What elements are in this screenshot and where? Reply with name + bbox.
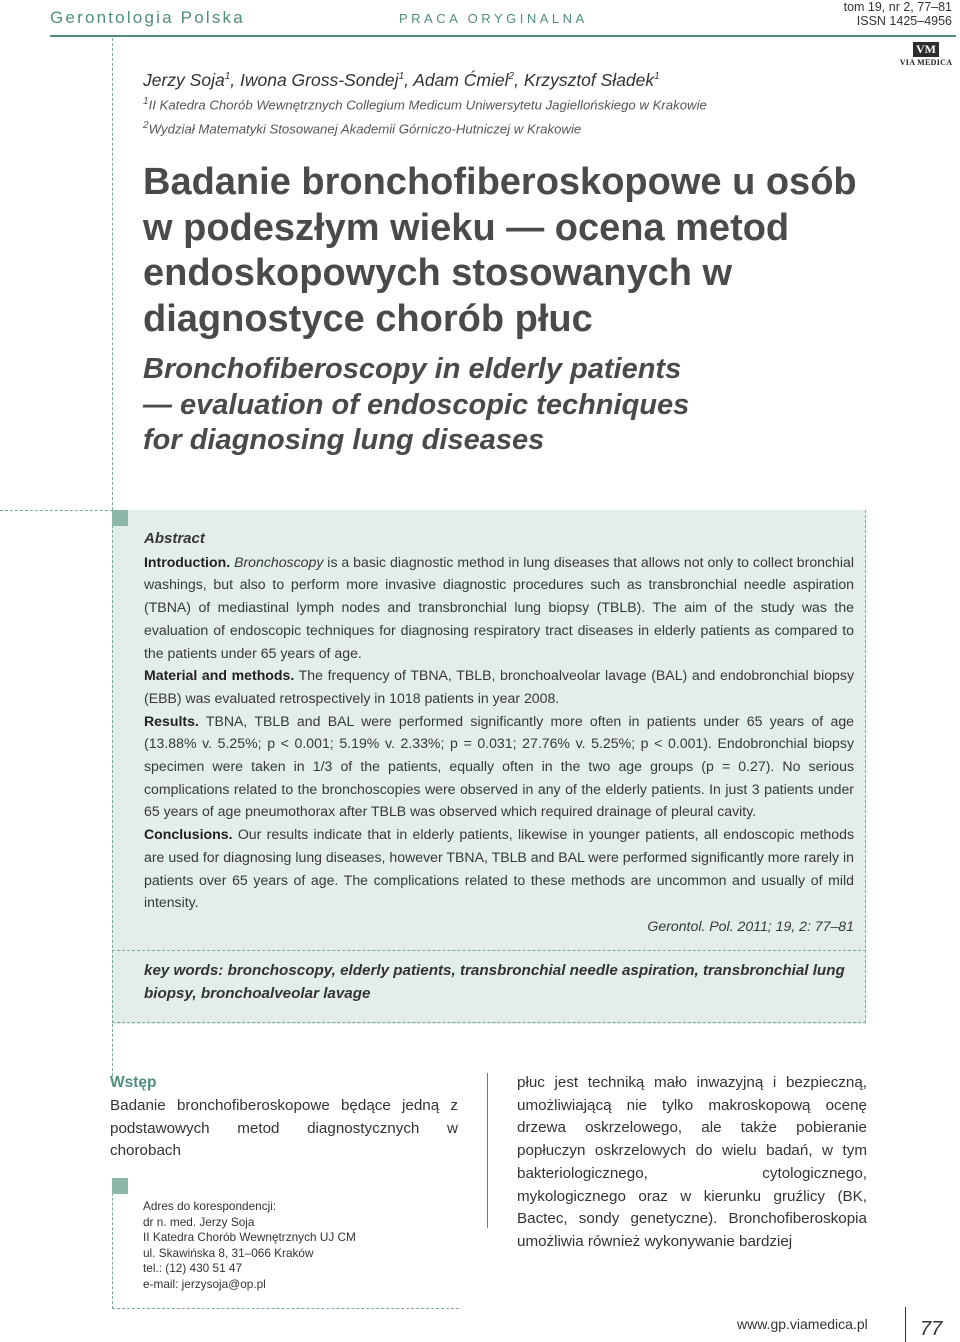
abstract-heading: Abstract xyxy=(144,530,205,547)
keywords xyxy=(144,960,854,1005)
article-title-english xyxy=(143,352,883,459)
correspondence-corner-square xyxy=(112,1178,128,1194)
footer-website: www.gp.viamedica.pl xyxy=(737,1316,868,1332)
abstract-intro-label: Introduction. xyxy=(144,553,231,570)
publisher-logo-text: VIA MEDICA xyxy=(899,58,953,67)
abstract-conclusions xyxy=(144,823,854,914)
abstract-content xyxy=(144,527,854,938)
address-line: ul. Skawińska 8, 31–066 Kraków xyxy=(143,1245,314,1260)
affiliation-text: II Katedra Chorób Wewnętrznych Collegium Medicum Uniwersytetu Jagiellońskiego w Krakowie xyxy=(148,97,707,113)
author-affiliation-ref: 1 xyxy=(224,71,231,83)
affiliation-number: 1 xyxy=(143,96,149,107)
keywords-separator xyxy=(112,950,866,951)
author-name: Adam Ćmiel xyxy=(413,70,509,90)
author-affiliation-ref: 1 xyxy=(654,71,660,83)
author-affiliation-ref: 1 xyxy=(398,71,405,83)
affiliation xyxy=(143,96,707,112)
address-line: tel.: (12) 430 51 47 xyxy=(143,1261,243,1276)
abstract-intro-italic: Bronchoscopy xyxy=(234,553,324,570)
address-line: II Katedra Chorób Wewnętrznych UJ CM xyxy=(143,1230,356,1245)
abstract-methods-label: Material and methods. xyxy=(144,667,295,684)
affiliation xyxy=(143,120,581,136)
address-line: dr n. med. Jerzy Soja xyxy=(143,1214,255,1229)
abstract-intro-text: is a basic diagnostic method in lung diseases that allows not only to collect bronchial washings, but also to perform more invasive diagnostic procedures such as transbronchial needle aspiration (TBNA) of mediastinal lymph nodes and transbronchial lung biopsy (TBLB). The aim of the study was the evaluation of endoscopic techniques for diagnosing respiratory tract diseases in elderly patients as compared to the patients under 65 years of age. xyxy=(144,553,854,661)
abstract-methods xyxy=(144,664,854,709)
section-heading-introduction: Wstęp xyxy=(110,1074,157,1091)
abstract-conclusions-label: Conclusions. xyxy=(144,826,233,843)
issue-issn: ISSN 1425–4956 xyxy=(856,14,952,28)
page-number: 77 xyxy=(920,1318,943,1340)
header-rule xyxy=(50,35,956,37)
author-name: Krzysztof Sładek xyxy=(523,70,655,90)
issue-volume: tom 19, nr 2, 77–81 xyxy=(843,0,952,14)
author-name: Iwona Gross-Sondej xyxy=(240,70,399,90)
abstract-results-label: Results. xyxy=(144,712,199,729)
keywords-label: key words xyxy=(144,962,219,979)
abstract-conclusions-text: Our results indicate that in elderly patients, likewise in younger patients, all endoscopic methods are used for diagnosing lung diseases, however TBNA, TBLB and BAL were performed significantly more rarely in patients over 65 years of age. The complications related to these methods are uncommon and usually of mild intensity. xyxy=(144,826,854,911)
title-english-line: — evaluation of endoscopic techniques xyxy=(143,388,690,421)
article-type: PRACA ORYGINALNA xyxy=(399,11,588,26)
author-name: Jerzy Soja xyxy=(143,70,225,90)
citation: Gerontol. Pol. 2011; 19, 2: 77–81 xyxy=(647,917,854,934)
abstract-methods-text: The frequency of TBNA, TBLB, bronchoalveolar lavage (BAL) and endobronchial biopsy (EBB) was evaluated retrospectively in 1018 patients in year 2008. xyxy=(144,667,854,706)
journal-name: Gerontologia Polska xyxy=(50,8,245,27)
column-divider xyxy=(487,1073,488,1228)
issue-info xyxy=(844,0,952,28)
abstract-results xyxy=(144,710,854,824)
introduction-paragraph: Badanie bronchofiberoskopowe będące jedną z podstawowych metod diagnostycznych w chorobach xyxy=(110,1097,458,1160)
author-list: Jerzy Soja$^1$, Iwona Gross-Sondej$^1$, Adam Ćmiel$^2$, Krzysztof Sładek$^1$ xyxy=(143,70,660,90)
abstract-corner-square xyxy=(112,510,128,526)
left-guide-line xyxy=(112,38,113,510)
author-affiliation-ref: 2 xyxy=(508,71,515,83)
affiliation-text: Wydział Matematyki Stosowanej Akademii Górniczo-Hutniczej w Krakowie xyxy=(148,121,582,137)
keywords-text: : bronchoscopy, elderly patients, transbronchial needle aspiration, transbronchial lung biopsy, bronchoalveolar lavage xyxy=(144,962,845,1002)
address-email: e-mail: jerzysoja@op.pl xyxy=(143,1276,266,1291)
title-english-line: for diagnosing lung diseases xyxy=(143,424,545,456)
footer-rule xyxy=(905,1307,906,1342)
title-english-line: Bronchofiberoscopy in elderly patients xyxy=(143,353,682,385)
abstract-introduction xyxy=(144,551,854,665)
introduction-paragraph-continued: płuc jest techniką mało inwazyjną i bezpieczną, umożliwiającą nie tylko makroskopową ocenę drzewa oskrzelowego, ale także pobieranie popłuczyn oskrzelowych do wielu badań, w tym bakteriologicznego, cytologicznego, mykologicznego oraz w kierunku gruźlicy (BK, Bactec, sondy genetyczne). Bronchofiberoskopia umożliwia również wykonywanie bardziej xyxy=(517,1074,867,1250)
left-guide-line-lower xyxy=(112,1024,113,1076)
correspondence-address xyxy=(143,1199,356,1293)
abstract-results-text: TBNA, TBLB and BAL were performed significantly more often in patients under 65 years of age (13.88% v. 5.25%; p < 0.001; 5.19% v. 2.33%; p = 0.031; 27.76% v. 5.25%; p < 0.001). Endobronchial biopsy specimen were taken in 1/3 of the patients, equally often in the two age groups (p = 0.27). No serious complications related to the bronchoscopies were observed in any of the elderly patients. In just 3 patients under 65 years of age pneumothorax after TBLB was observed which required drainage of pleural cavity. xyxy=(144,712,854,820)
affiliation-number: 2 xyxy=(143,120,149,131)
publisher-logo xyxy=(898,40,954,67)
publisher-logo-mark: VM xyxy=(913,42,939,57)
address-line: Adres do korespondencji: xyxy=(143,1199,277,1213)
article-title-polish: Badanie bronchofiberoskopowe u osób w podeszłym wieku — ocena metod endoskopowych stosowanych w diagnostyce chorób płuc xyxy=(143,161,857,340)
